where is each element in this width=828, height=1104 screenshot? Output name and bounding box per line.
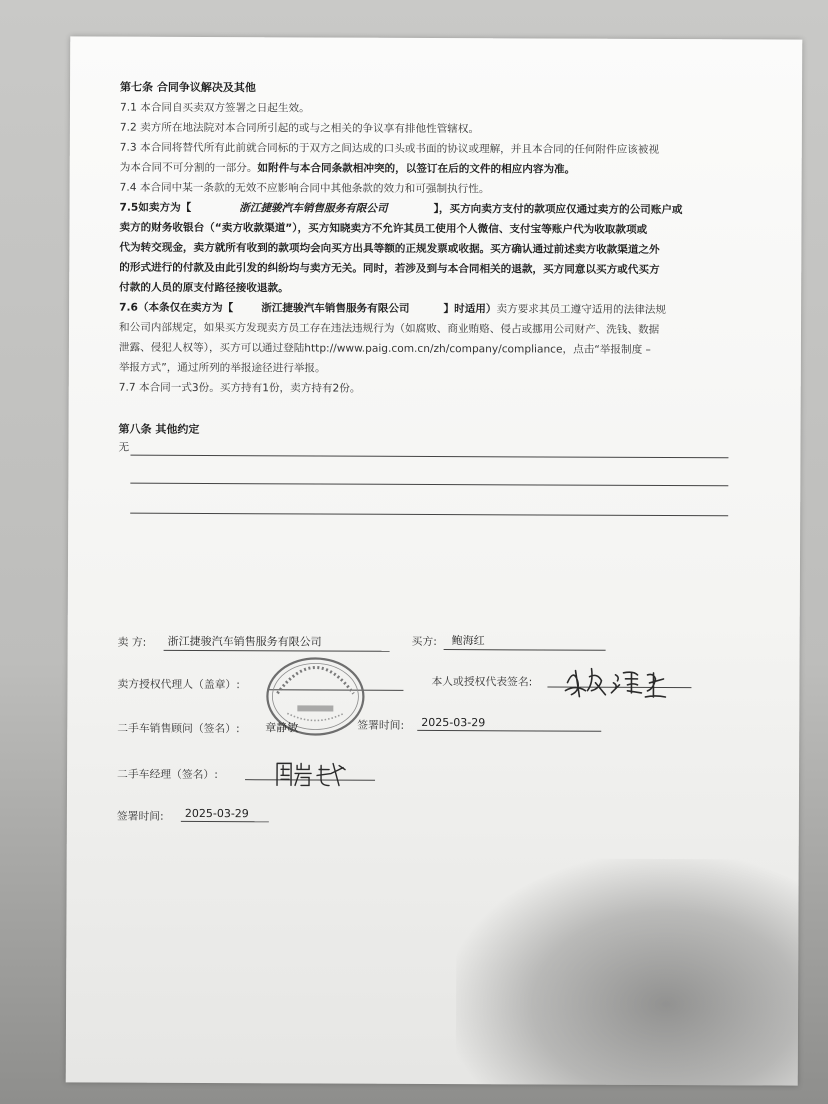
rep-signature	[561, 661, 671, 705]
clause-7-7: 7.7 本合同一式3份。买方持有1份，卖方持有2份。	[118, 381, 361, 395]
manager-label: 二手车经理（签名）:	[117, 767, 218, 782]
agent-label: 卖方授权代理人（盖章）:	[117, 677, 240, 692]
clause-7-5-line5: 付款的人员的原支付路径接收退款。	[119, 281, 289, 295]
advisor-label: 二手车销售顾问（签名）:	[117, 721, 240, 736]
shadow-overlay	[455, 858, 802, 1085]
clause-7-6-line1	[119, 301, 733, 318]
manager-signature-drawing	[273, 759, 353, 789]
advisor-value: 章静敏	[265, 721, 299, 735]
rep-signature-drawing	[561, 661, 671, 701]
bottom-time-label: 签署时间:	[116, 809, 164, 823]
sign-time-value: 2025-03-29	[417, 716, 601, 732]
clause-7-5-line3: 代为转交现金，卖方就所有收到的款项均会向买方出具等额的正规发票或收据。买方确认通过前述卖方收款渠道之外	[119, 241, 660, 256]
article7-heading: 第七条 合同争议解决及其他	[120, 80, 256, 95]
clause-7-3-bold: 如附件与本合同条款相冲突的，以签订在后的文件的相应内容为准。	[257, 162, 576, 176]
article8-line-2	[130, 483, 728, 487]
article8-content: 无	[118, 441, 130, 454]
clause-7-5-line1	[120, 201, 734, 218]
clause-7-2: 7.2 卖方所在地法院对本合同所引起的或与之相关的争议享有排他性管辖权。	[119, 121, 480, 136]
clause-7-6-company: 浙江捷骏汽车销售服务有限公司	[261, 302, 410, 315]
rep-label: 本人或授权代表签名:	[431, 674, 533, 689]
clause-7-5-suffix: 】，买方向卖方支付的款项应仅通过卖方的公司账户或	[433, 202, 683, 217]
seller-label: 卖 方:	[117, 635, 147, 649]
clause-7-3-line2	[120, 161, 734, 178]
clause-7-3-line1: 7.3 本合同将替代所有此前就合同标的于双方之间达成的口头或书面的协议或理解，并且本合同的任何附件应该被视	[119, 141, 660, 156]
clause-7-6-suffix: 】时适用）	[443, 303, 497, 316]
clause-7-3-normal: 为本合同不可分割的一部分。	[119, 161, 258, 175]
clause-7-6-rest: 卖方要求其员工遵守适用的法律法规	[496, 303, 667, 317]
clause-7-6-line3: 泄露、侵犯人权等），买方可以通过登陆http://www.paig.com.cn/zh/company/compliance，点击“举报制度 –	[118, 341, 651, 356]
manager-signature	[273, 759, 353, 793]
clause-7-6-prefix: 7.6（本条仅在卖方为【	[119, 301, 234, 315]
contract-page	[66, 36, 803, 1085]
clause-7-6-line2: 和公司内部规定，如果买方发现卖方员工存在违法违规行为（如腐败、商业贿赂、侵占或挪用公司财产、洗钱、数据	[118, 321, 660, 336]
seller-value: 浙江捷骏汽车销售服务有限公司	[164, 633, 390, 652]
buyer-label: 买方:	[411, 634, 437, 649]
clause-7-5-line2: 卖方的财务收银台（“卖方收款渠道”），买方知晓卖方不允许其员工使用个人微信、支付宝等账户代为收取款项或	[119, 221, 648, 236]
clause-7-6-line4: 举报方式”，通过所列的举报途径进行举报。	[118, 361, 326, 375]
clause-7-1: 7.1 本合同自买卖双方签署之日起生效。	[119, 101, 310, 115]
sign-time-label: 签署时间:	[357, 718, 405, 732]
article8-heading: 第八条 其他约定	[118, 422, 200, 436]
clause-7-4: 7.4 本合同中某一条款的无效不应影响合同中其他条款的效力和可强制执行性。	[119, 181, 490, 196]
clause-7-5-prefix: 7.5如卖方为【	[119, 201, 192, 214]
clause-7-5-company: 浙江捷骏汽车销售服务有限公司	[239, 202, 388, 215]
buyer-value: 鲍海红	[444, 632, 606, 651]
article8-line-3	[130, 513, 728, 517]
bottom-time-value: 2025-03-29	[181, 807, 269, 822]
clause-7-5-line4: 的形式进行的付款及由此引发的纠纷均与卖方无关。同时，若涉及到与本合同相关的退款，买方同意以买方或代买方	[119, 261, 660, 276]
